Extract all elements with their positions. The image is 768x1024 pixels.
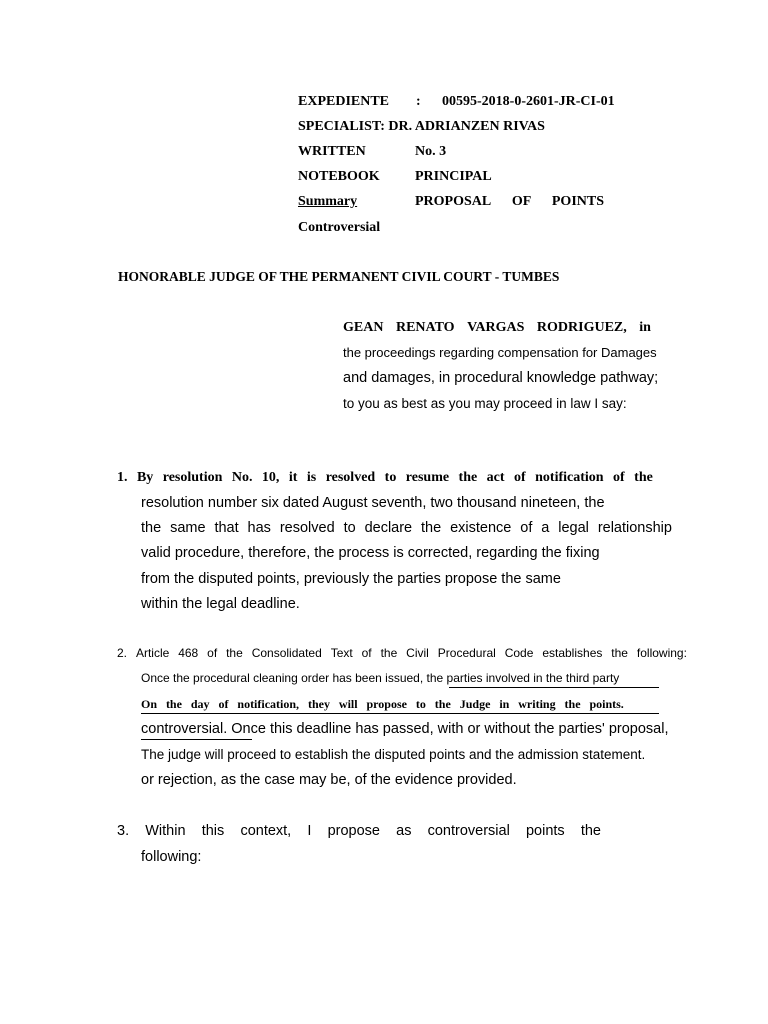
word: Judge xyxy=(459,697,491,711)
word: On xyxy=(141,697,158,711)
word: of xyxy=(361,646,372,660)
expediente-label: EXPEDIENTE xyxy=(298,94,390,109)
quote-end-underlined: controversial. O xyxy=(141,721,243,737)
word: resume xyxy=(405,470,450,485)
word: to xyxy=(343,520,356,536)
word: By xyxy=(136,470,154,485)
word: as xyxy=(396,823,412,839)
word: 3. xyxy=(117,823,130,839)
word: has xyxy=(247,520,271,536)
quote-end: nce this deadline has passed, with or without the parties' proposal, xyxy=(242,721,669,737)
summary-value xyxy=(415,194,604,210)
word: No. xyxy=(231,470,253,485)
summary-word: PROPOSAL xyxy=(415,194,492,209)
word: notification xyxy=(535,470,604,485)
word: 468 xyxy=(178,646,199,660)
petitioner-word: RENATO xyxy=(395,320,455,335)
word: 1. xyxy=(117,470,128,485)
point-2-line-2 xyxy=(141,671,619,685)
word: resolved xyxy=(279,520,335,536)
word: notification, xyxy=(237,697,300,711)
word: the xyxy=(421,520,442,536)
point-2-line-4 xyxy=(141,721,668,737)
point-2-line-1 xyxy=(117,646,687,660)
word: they xyxy=(307,697,330,711)
word: 10, xyxy=(261,470,280,485)
word: will xyxy=(338,697,358,711)
word: the xyxy=(580,823,601,839)
word: relationship xyxy=(597,520,672,536)
word: declare xyxy=(364,520,413,536)
word: the xyxy=(634,470,653,485)
written-value: No. 3 xyxy=(415,144,447,159)
word: context, xyxy=(240,823,292,839)
summary-word: POINTS xyxy=(551,194,604,209)
petitioner-line-3: and damages, in procedural knowledge pathway; xyxy=(343,370,659,386)
word: the xyxy=(458,470,478,485)
word: Article xyxy=(135,646,170,660)
word: in xyxy=(499,697,510,711)
petitioner-word: VARGAS xyxy=(467,320,525,335)
specialist-line: SPECIALIST: DR. ADRIANZEN RIVAS xyxy=(298,119,545,134)
word: Procedural xyxy=(437,646,496,660)
word: Text xyxy=(330,646,353,660)
word: that xyxy=(214,520,239,536)
word: legal xyxy=(558,520,589,536)
word: to xyxy=(384,470,397,485)
point-3-line-1 xyxy=(117,823,601,839)
word: the xyxy=(165,697,182,711)
word: it xyxy=(288,470,298,485)
word: is xyxy=(306,470,317,485)
notebook-label: NOTEBOOK xyxy=(298,169,380,184)
point-2-line-3 xyxy=(141,697,624,712)
word: controversial xyxy=(427,823,510,839)
notebook-value: PRINCIPAL xyxy=(415,169,492,184)
summary-label: Summary xyxy=(298,194,358,209)
word: same xyxy=(170,520,206,536)
quote-start: Once the procedural cleaning order has been issued, xyxy=(141,671,427,685)
expediente-separator: : xyxy=(416,94,421,109)
word: of xyxy=(207,646,218,660)
point-1-line-5: from the disputed points, previously the parties propose the same xyxy=(141,571,561,587)
word: points xyxy=(525,823,565,839)
point-3-line-2: following: xyxy=(141,849,202,865)
point-1-line-2: resolution number six dated August seventh, two thousand nineteen, the xyxy=(141,495,605,511)
word: Consolidated xyxy=(251,646,322,660)
word: propose xyxy=(327,823,380,839)
word: the xyxy=(226,646,243,660)
addressee-heading: HONORABLE JUDGE OF THE PERMANENT CIVIL COURT - TUMBES xyxy=(118,269,560,284)
word: establishes xyxy=(542,646,603,660)
word: following: xyxy=(636,646,687,660)
written-label: WRITTEN xyxy=(298,144,366,159)
point-1-line-4: valid procedure, therefore, the process is corrected, regarding the fixing xyxy=(141,545,600,561)
word: points. xyxy=(589,697,624,711)
word: the xyxy=(434,697,451,711)
quote-underlined: the parties involved in the third party xyxy=(426,671,620,685)
word: Code xyxy=(504,646,534,660)
petitioner-line-4: to you as best as you may proceed in law I say: xyxy=(343,396,627,411)
point-2-line-6: or rejection, as the case may be, of the evidence provided. xyxy=(141,772,517,788)
word: to xyxy=(415,697,426,711)
word: of xyxy=(613,470,625,485)
word: Civil xyxy=(406,646,429,660)
word: resolved xyxy=(325,470,376,485)
petitioner-word: GEAN xyxy=(343,320,384,335)
word: the xyxy=(380,646,398,660)
petitioner-word: in xyxy=(639,320,651,335)
underline-rule xyxy=(449,687,659,688)
word: propose xyxy=(366,697,407,711)
word: existence xyxy=(450,520,512,536)
underline-rule xyxy=(141,739,252,740)
summary-continuation: Controversial xyxy=(298,220,381,235)
word: of xyxy=(520,520,533,536)
word: writing xyxy=(518,697,556,711)
word: of xyxy=(218,697,229,711)
underline-rule xyxy=(141,713,659,714)
word: resolution xyxy=(162,470,223,485)
word: the xyxy=(564,697,581,711)
point-1-line-3 xyxy=(141,520,672,536)
word: this xyxy=(201,823,225,839)
expediente-number: 00595-2018-0-2601-JR-CI-01 xyxy=(442,94,615,109)
word: act xyxy=(486,470,505,485)
word: Within xyxy=(145,823,186,839)
point-2-line-5: The judge will proceed to establish the disputed points and the admission statement. xyxy=(141,747,646,762)
word: 2. xyxy=(117,646,128,660)
point-1-line-1 xyxy=(117,470,653,486)
summary-word: OF xyxy=(511,194,532,209)
word: a xyxy=(541,520,550,536)
petitioner-line-2: the proceedings regarding compensation for Damages xyxy=(343,345,657,360)
petitioner-name xyxy=(343,320,651,336)
word: of xyxy=(514,470,526,485)
word: the xyxy=(141,520,162,536)
word: the xyxy=(611,646,628,660)
petitioner-word: RODRIGUEZ, xyxy=(536,320,627,335)
word: I xyxy=(307,823,312,839)
word: day xyxy=(190,697,210,711)
point-1-line-6: within the legal deadline. xyxy=(141,596,300,612)
